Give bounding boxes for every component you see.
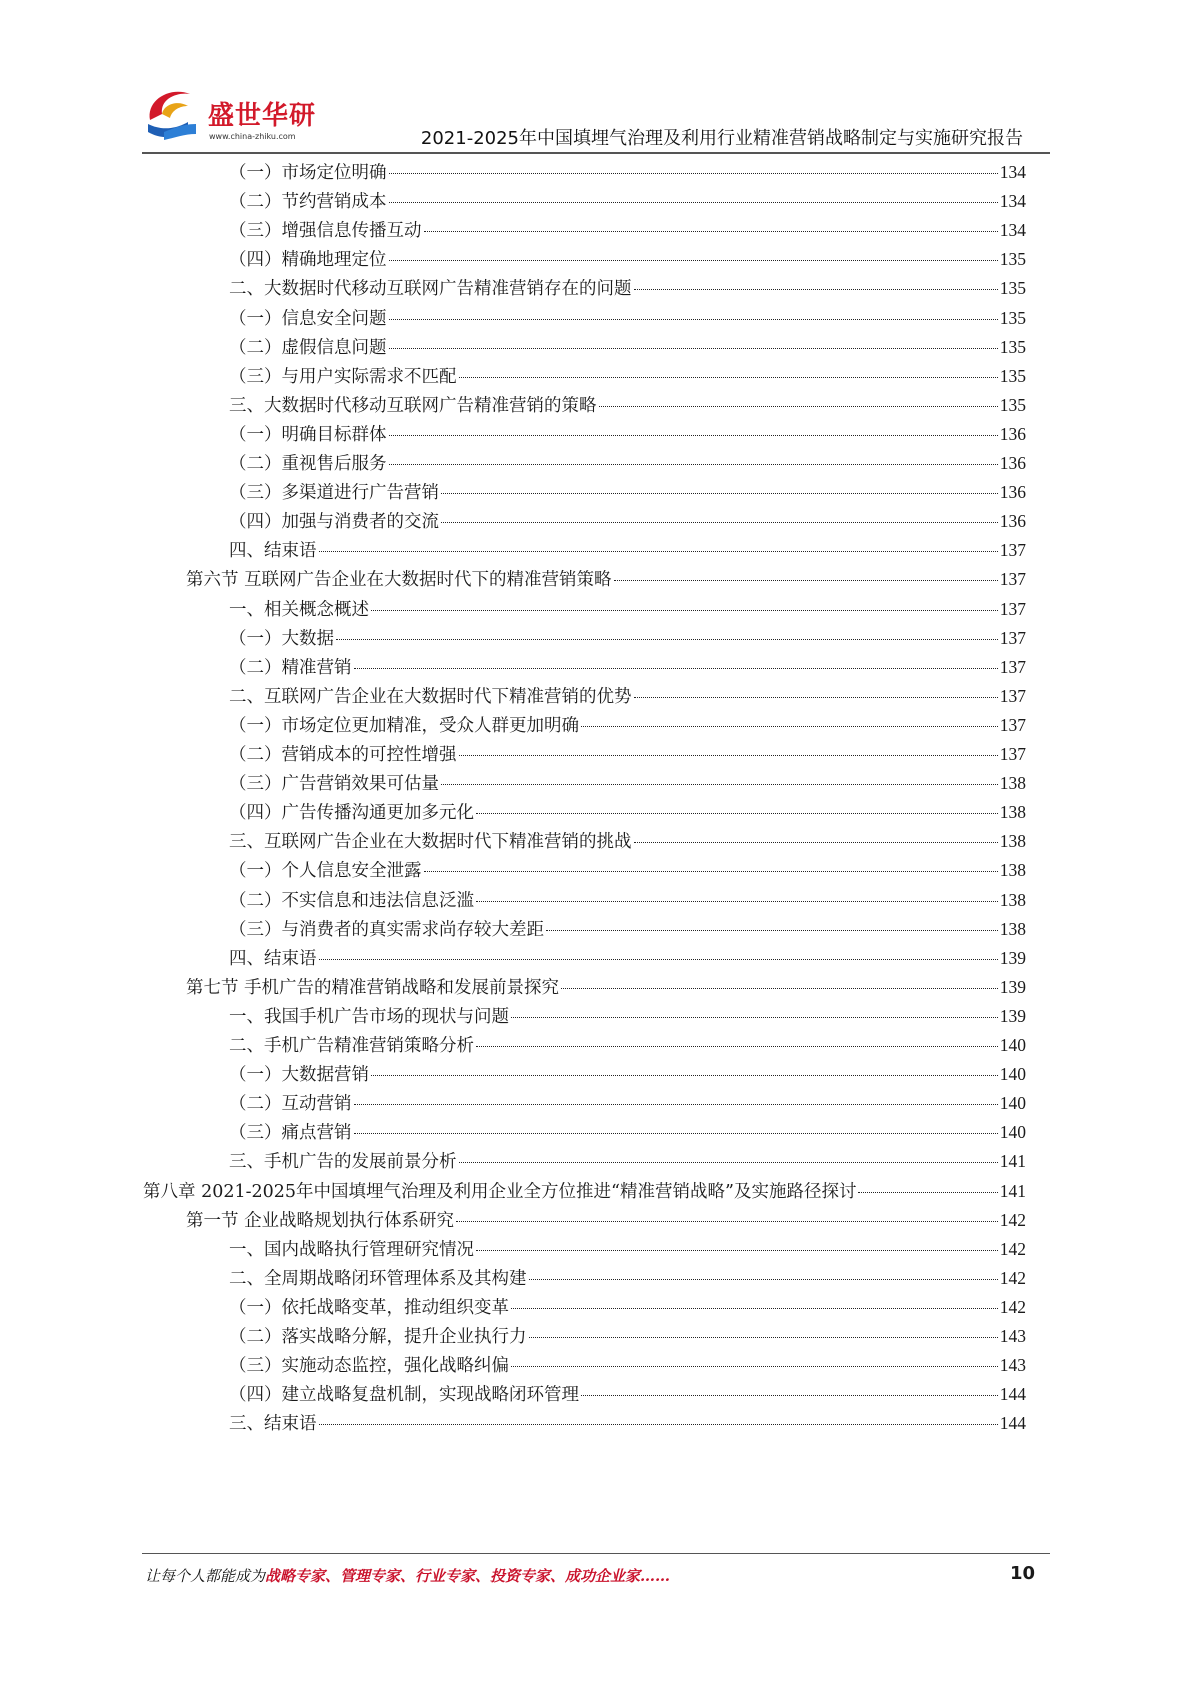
toc-dot-leader [371,610,998,611]
toc-entry-label: 四、结束语 [229,541,317,562]
toc-entry-page: 136 [999,482,1026,503]
toc-entry[interactable] [229,157,1026,188]
toc-entry-page: 136 [999,511,1026,532]
toc-entry-page: 138 [999,889,1026,910]
toc-entry-page: 139 [999,947,1026,968]
toc-entry-label: 第六节 互联网广告企业在大数据时代下的精准营销策略 [186,570,612,591]
toc-entry-label: （一）依托战略变革，推动组织变革 [229,1297,509,1318]
toc-entry[interactable] [229,1263,1026,1294]
toc-entry[interactable] [229,1146,1026,1177]
page-number: 10 [1010,1563,1036,1584]
toc-entry-label: （三）多渠道进行广告营销 [229,483,439,504]
toc-entry-page: 139 [999,976,1026,997]
toc-entry[interactable] [229,739,1026,770]
toc-entry-label: （一）市场定位明确 [229,163,387,183]
toc-entry-page: 141 [999,1180,1026,1201]
toc-entry-page: 144 [999,1384,1026,1405]
toc-entry[interactable] [229,244,1026,275]
footer-slogan [145,1565,670,1586]
toc-entry-label: （三）广告营销效果可估量 [229,774,439,795]
toc-entry-label: 第一节 企业战略规划执行体系研究 [186,1210,455,1231]
toc-dot-leader [599,406,998,407]
toc-entry-page: 137 [999,540,1026,561]
toc-entry-page: 138 [999,860,1026,881]
toc-entry-label: （三）增强信息传播互动 [229,221,422,242]
toc-entry-label: （一）个人信息安全泄露 [229,861,422,882]
toc-dot-leader [354,1133,998,1134]
toc-entry-page: 136 [999,423,1026,444]
toc-entry-page: 135 [999,365,1026,386]
toc-dot-leader [389,464,998,465]
toc-entry-page: 143 [999,1355,1026,1376]
toc-entry-page: 138 [999,773,1026,794]
toc-dot-leader [424,871,998,872]
toc-dot-leader [456,1221,998,1222]
toc-dot-leader [319,1424,998,1425]
toc-entry[interactable] [229,477,1026,508]
toc-entry-label: （二）精准营销 [229,657,352,678]
toc-entry-page: 143 [999,1326,1026,1346]
toc-entry[interactable] [229,273,1026,304]
page-header [0,0,1191,160]
toc-entry-page: 135 [999,394,1026,415]
toc-entry-page: 137 [999,627,1026,648]
toc-entry[interactable] [229,215,1026,246]
toc-entry-label: （一）市场定位更加精准，受众人群更加明确 [229,715,579,736]
toc-entry[interactable] [143,1176,1026,1207]
toc-entry[interactable] [229,652,1026,683]
toc-dot-leader [476,1046,998,1047]
toc-entry-label: 第七节 手机广告的精准营销战略和发展前景探究 [186,977,560,998]
logo-name: 盛世华研 [208,101,317,131]
toc-entry[interactable] [229,1234,1026,1265]
toc-entry-page: 138 [999,802,1026,823]
toc-entry[interactable] [229,885,1026,916]
toc-entry[interactable] [186,1205,1026,1236]
toc-dot-leader [561,988,998,989]
toc-entry[interactable] [186,564,1026,595]
toc-entry[interactable] [229,1350,1026,1381]
toc-entry-page: 137 [999,598,1026,619]
toc-entry-label: 一、相关概念概述 [229,599,369,620]
toc-entry-page: 137 [999,714,1026,735]
toc-entry[interactable] [229,1408,1026,1439]
toc-entry-label: （二）不实信息和违法信息泛滥 [229,890,474,911]
toc-entry[interactable] [229,914,1026,945]
toc-entry[interactable] [229,1001,1026,1032]
toc-entry-page: 142 [999,1267,1026,1288]
toc-entry[interactable] [229,1292,1026,1323]
toc-dot-leader [529,1279,998,1280]
toc-dot-leader [634,289,998,290]
toc-entry-label: 一、国内战略执行管理研究情况 [229,1239,474,1260]
toc-entry-label: （三）实施动态监控，强化战略纠偏 [229,1356,509,1377]
toc-dot-leader [459,1162,998,1163]
footer-slogan-prefix: 让每个人都能成为 [145,1567,266,1585]
toc-dot-leader [354,668,998,669]
toc-entry-page: 142 [999,1209,1026,1230]
toc-dot-leader [581,1395,998,1396]
toc-entry-page: 140 [999,1064,1026,1085]
toc-dot-leader [389,260,998,261]
company-logo [140,80,317,150]
toc-entry[interactable] [229,1030,1026,1061]
toc-entry[interactable] [229,361,1026,392]
toc-dot-leader [371,1075,998,1076]
toc-entry-label: 二、互联网广告企业在大数据时代下精准营销的优势 [229,686,632,707]
toc-dot-leader [614,580,998,581]
toc-entry-page: 134 [999,220,1026,241]
toc-dot-leader [389,202,998,203]
toc-entry-page: 140 [999,1093,1026,1114]
toc-entry-page: 135 [999,336,1026,357]
toc-dot-leader [441,522,998,523]
toc-dot-leader [581,726,998,727]
toc-dot-leader [389,348,998,349]
toc-entry[interactable] [229,332,1026,363]
toc-entry-page: 137 [999,685,1026,706]
toc-dot-leader [389,173,998,174]
toc-entry-page: 134 [999,162,1026,182]
toc-dot-leader [319,551,998,552]
toc-entry-page: 135 [999,307,1026,328]
toc-dot-leader [511,1017,998,1018]
toc-entry[interactable] [229,1088,1026,1119]
toc-entry-page: 137 [999,569,1026,590]
toc-entry[interactable] [229,623,1026,654]
toc-dot-leader [441,493,998,494]
toc-entry-page: 142 [999,1296,1026,1317]
toc-dot-leader [476,901,998,902]
toc-entry[interactable] [229,1379,1026,1410]
toc-entry-page: 144 [999,1413,1026,1434]
toc-entry-label: 二、全周期战略闭环管理体系及其构建 [229,1268,527,1289]
toc-entry-label: （四）精确地理定位 [229,250,387,271]
toc-entry-page: 142 [999,1238,1026,1259]
toc-entry[interactable] [229,855,1026,886]
toc-dot-leader [546,930,998,931]
toc-entry-page: 139 [999,1005,1026,1026]
toc-entry-label: （三）与用户实际需求不匹配 [229,366,457,387]
toc-entry-label: （二）互动营销 [229,1094,352,1115]
toc-entry[interactable] [229,710,1026,741]
toc-entry-page: 138 [999,918,1026,939]
toc-entry-label: 三、互联网广告企业在大数据时代下精准营销的挑战 [229,832,632,853]
toc-entry[interactable] [229,303,1026,334]
toc-entry[interactable] [229,186,1026,217]
toc-entry[interactable] [229,448,1026,479]
toc-dot-leader [476,1250,998,1251]
toc-entry-label: （四）广告传播沟通更加多元化 [229,803,474,824]
toc-entry-label: （一）明确目标群体 [229,424,387,445]
toc-entry-label: 三、结束语 [229,1414,317,1435]
toc-entry[interactable] [229,826,1026,857]
toc-entry[interactable] [229,1059,1026,1090]
toc-entry-page: 134 [999,191,1026,212]
toc-dot-leader [424,231,998,232]
toc-entry-page: 136 [999,453,1026,473]
toc-entry-page: 137 [999,744,1026,764]
toc-entry-label: （三）与消费者的真实需求尚存较大差距 [229,919,544,940]
toc-entry-label: （四）加强与消费者的交流 [229,512,439,533]
toc-entry-page: 140 [999,1035,1026,1055]
toc-dot-leader [459,377,998,378]
toc-dot-leader [511,1308,998,1309]
toc-entry-label: 一、我国手机广告市场的现状与问题 [229,1006,509,1027]
toc-entry[interactable] [229,506,1026,537]
logo-emblem-icon [140,80,208,148]
toc-entry-page: 135 [999,249,1026,270]
toc-entry[interactable] [229,535,1026,566]
toc-entry-label: 三、大数据时代移动互联网广告精准营销的策略 [229,395,597,416]
toc-entry-label: （二）营销成本的可控性增强 [229,745,457,765]
toc-entry-label: 二、手机广告精准营销策略分析 [229,1036,474,1056]
toc-dot-leader [336,639,998,640]
toc-entry[interactable] [229,681,1026,712]
toc-dot-leader [389,319,998,320]
toc-entry-page: 138 [999,831,1026,852]
toc-dot-leader [634,842,998,843]
toc-dot-leader [858,1192,997,1193]
toc-entry[interactable] [186,972,1026,1003]
toc-entry-page: 141 [999,1151,1026,1172]
toc-entry-label: （四）建立战略复盘机制，实现战略闭环管理 [229,1385,579,1406]
toc-entry[interactable] [229,1117,1026,1148]
toc-entry[interactable] [229,390,1026,421]
toc-entry[interactable] [229,797,1026,828]
toc-entry[interactable] [229,419,1026,450]
toc-entry-page: 137 [999,656,1026,677]
toc-entry-label: （二）重视售后服务 [229,454,387,474]
toc-entry[interactable] [229,943,1026,974]
toc-dot-leader [511,1366,998,1367]
toc-entry-label: 二、大数据时代移动互联网广告精准营销存在的问题 [229,279,632,300]
toc-entry-label: 第八章 2021-2025年中国填埋气治理及利用企业全方位推进“精准营销战略”及实施路径探讨 [143,1181,857,1202]
footer-divider [142,1553,1050,1554]
toc-entry-label: 三、手机广告的发展前景分析 [229,1152,457,1173]
header-divider [142,152,1050,154]
toc-dot-leader [389,435,998,436]
toc-entry-label: （二）虚假信息问题 [229,337,387,358]
toc-entry-label: （二）节约营销成本 [229,192,387,213]
toc-entry[interactable] [229,594,1026,625]
toc-dot-leader [529,1337,998,1338]
toc-entry-label: （一）大数据营销 [229,1065,369,1086]
toc-dot-leader [459,755,998,756]
toc-entry-page: 135 [999,278,1026,299]
toc-entry[interactable] [229,1321,1026,1352]
toc-dot-leader [441,784,998,785]
toc-entry[interactable] [229,768,1026,799]
toc-dot-leader [476,813,998,814]
toc-dot-leader [354,1104,998,1105]
toc-entry-label: （二）落实战略分解，提升企业执行力 [229,1327,527,1347]
toc-entry-label: （一）信息安全问题 [229,308,387,329]
toc-entry-page: 140 [999,1122,1026,1143]
report-title: 2021-2025年中国填埋气治理及利用行业精准营销战略制定与实施研究报告 [420,128,1023,149]
toc-entry-label: 四、结束语 [229,948,317,969]
footer-slogan-emphasis: 战略专家、管理专家、行业专家、投资专家、成功企业家…… [265,1567,671,1585]
toc-dot-leader [319,959,998,960]
toc-entry-label: （一）大数据 [229,628,334,649]
toc-entry-label: （三）痛点营销 [229,1123,352,1144]
toc-dot-leader [634,697,998,698]
logo-url: www.china-zhiku.com [209,132,296,141]
